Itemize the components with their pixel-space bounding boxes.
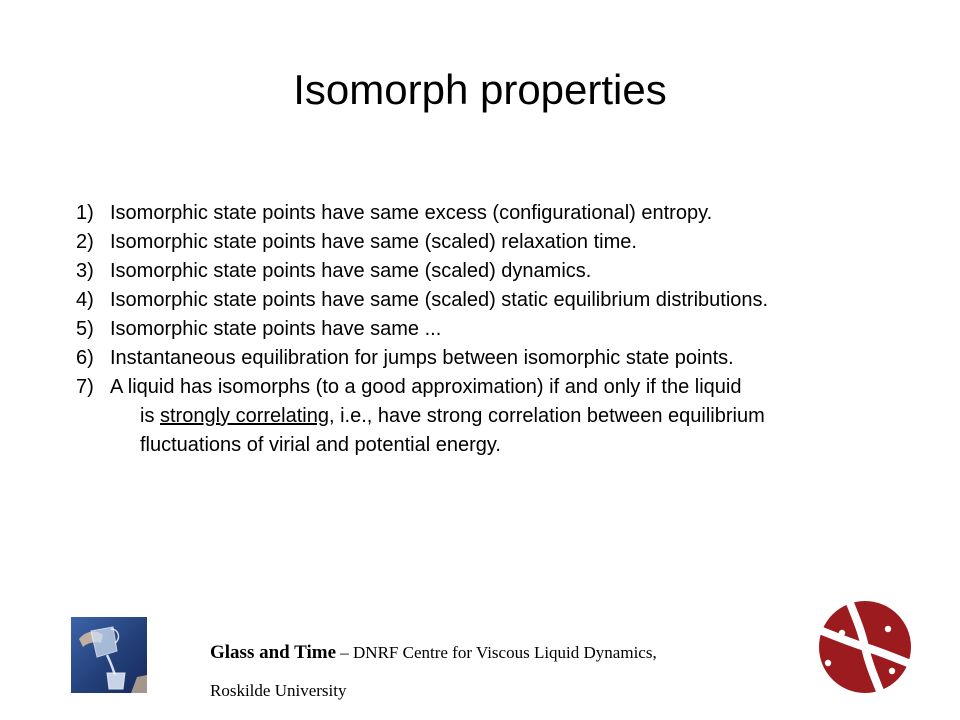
footer — [210, 634, 657, 710]
list-item — [76, 286, 936, 315]
item-text: Isomorphic state points have same (scaled) dynamics. — [110, 260, 592, 282]
item-text: Instantaneous equilibration for jumps between isomorphic state points. — [110, 347, 734, 369]
glass-and-time-logo — [71, 617, 147, 693]
footer-bold: Glass and Time — [210, 642, 337, 663]
roskilde-university-logo — [812, 593, 918, 701]
continuation-prefix: is — [140, 405, 160, 427]
underlined-term: strongly correlating — [160, 405, 329, 427]
property-list — [76, 199, 936, 460]
list-item — [76, 315, 936, 344]
list-item — [76, 257, 936, 286]
continuation-line: fluctuations of virial and potential energy. — [140, 434, 501, 456]
item-text: Isomorphic state points have same ... — [110, 318, 442, 340]
item-number: 1) — [76, 202, 94, 224]
item-number: 5) — [76, 318, 94, 340]
footer-line-1 — [210, 634, 657, 672]
list-item — [76, 344, 936, 373]
footer-line-2: Roskilde University — [210, 681, 347, 700]
item-text: Isomorphic state points have same excess (configurational) entropy. — [110, 202, 713, 224]
footer-rest: – DNRF Centre for Viscous Liquid Dynamics, — [336, 643, 657, 662]
item-number: 4) — [76, 289, 94, 311]
item-continuation — [76, 402, 936, 431]
list-item — [76, 199, 936, 228]
pouring-glass-icon — [71, 617, 147, 693]
item-continuation — [76, 431, 936, 460]
slide-title: Isomorph properties — [293, 66, 667, 113]
item-text: Isomorphic state points have same (scaled) relaxation time. — [110, 231, 637, 253]
list-item — [76, 228, 936, 257]
item-number: 6) — [76, 347, 94, 369]
item-number: 3) — [76, 260, 94, 282]
item-text: Isomorphic state points have same (scaled) static equilibrium distributions. — [110, 289, 769, 311]
list-item — [76, 373, 936, 402]
item-number: 7) — [76, 376, 94, 398]
item-text: A liquid has isomorphs (to a good approximation) if and only if the liquid — [110, 376, 742, 398]
item-number: 2) — [76, 231, 94, 253]
continuation-suffix: , i.e., have strong correlation between equilibrium — [328, 405, 765, 427]
